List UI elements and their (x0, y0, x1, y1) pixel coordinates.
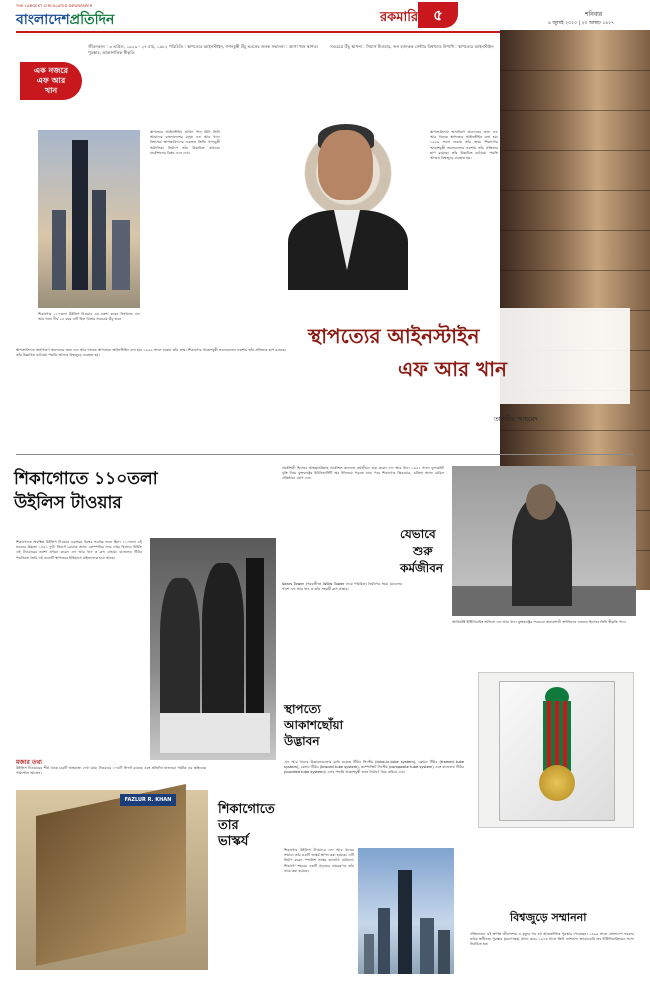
office-caption: আর্কিটেক্ট ইঞ্জিনিয়ারিং অফিসে এফ আর খান। যুক্তরাষ্ট্রের সবচেয়ে প্রভাবশালী স্থপতিদের একজন হিসেবে তিনি স্বীকৃতি পান। (452, 620, 626, 624)
article-body-right: স্থাপত্যবিদ্যায় অসাধারণ অবদানের জন্য এফ আর খানকে স্থাপত্যের আইনস্টাইন বলা হয়। ১৯২৯ সালে ঢাকায় তাঁর জন্ম। শিকাগোর আকাশচুম্বী ভবনগুলোর নকশায় তাঁর প্রতিভার ছাপ রয়েছে। তাঁর উদ্ভাবিত কাঠামো পদ্ধতি আজও বিশ্বজুড়ে ব্যবহৃত হয়। (430, 130, 498, 161)
willis-heading-1: শিকাগোতে ১১০তলা (14, 469, 158, 489)
glance-text-2: সবচেয়ে উঁচু স্থাপনা : সিয়ার্স টাওয়ার, জন হ্যানকক সেন্টার বিশ্বখ্যাত উপাধি : স্থাপত্যের আইনস্টাইন (330, 44, 494, 49)
skyline-photo (358, 848, 454, 974)
honor-body: প্রতিভাবান এই স্থপতি জীবদ্দশায় ও মৃত্যুর পর বহু আন্তর্জাতিক পুরস্কার পেয়েছেন। ১৯৯৯ সালে বাংলাদেশ সরকার তাঁকে স্বাধীনতা পুরস্কার (মরণোত্তর) প্রদান করে। ১৯৭৩ সালে তিনি ন্যাশনাল অ্যাকাডেমি অব ইঞ্জিনিয়ারিংয়ের সদস্য নির্বাচিত হন। (470, 932, 634, 947)
career-heading-3: কর্মজীবন (400, 561, 444, 575)
page-number: ৫ (418, 2, 458, 28)
sky-heading-2: আকাশছোঁয়া (284, 718, 344, 732)
facts-title: মজার তথ্য (16, 759, 42, 766)
section-title: রকমারি (380, 10, 419, 25)
brand-name-part-1: বাংলাদেশ (16, 12, 70, 28)
career-body: প্রকৌশলী হিসেবে আহছানউল্লাহ প্রকৌশল কলেজে কর্মজীবন শুরু করেন এফ আর খান। ১৯৫২ সালে ফুলব্রাইট বৃত্তি নিয়ে যুক্তরাষ্ট্রের ইউনিভার্সিটি অব ইলিনয়ে পড়তে যান। পরে শিকাগোর স্কিডমোর, ওয়িংস অ্যান্ড মেরিল প্রতিষ্ঠানে যোগ দেন। (282, 466, 444, 481)
office-photo (452, 466, 636, 616)
willis-tower-photo (38, 130, 140, 308)
model-caption: Sears Tower (পরবর্তীতে Willis Tower নামে পরিচিত) নির্মাণের সময় মডেলের পাশে এফ আর খান ও তাঁর সহকর্মী ব্রুস গ্রাহাম। (282, 582, 402, 592)
glance-label-2: এফ আর (36, 76, 66, 85)
day-name: শনিবার (585, 11, 603, 18)
brand-tagline: THE LARGEST CIRCULATED NEWSPAPER (16, 4, 93, 8)
sky-body: এফ আর খানের উদ্ভাবনগুলোর মধ্যে রয়েছে টিউব সিস্টেম (tube-in-tube system), ফ্রেমড টিউব (framed tube system), ব্রেসড টিউব (braced tube system), কম্পোজিট সিস্টেম (composite tube system) এবং বান্ডেলড টিউব (bundled tube system)। এসব পদ্ধতি আকাশচুম্বী ভবন নির্মাণে খরচ কমিয়ে দেয়। (284, 760, 464, 775)
glance-label-3: খান (44, 86, 58, 95)
photo-caption: শিকাগোর ১১০তলা উইলিস টাওয়ার এর নকশা করেন বিশ্বখ্যাত এফ আর খান। দীর্ঘ ২৫ বছর এটি ছিল বিশ্বের সবচেয়ে উঁচু ভবন (38, 312, 140, 322)
article-lead: স্থাপত্যবিদ্যায় অসাধারণ অবদানের জন্য এফ আর খানকে স্থাপত্যের আইনস্টাইন বলা হয়। ১৯২৯ সালে ঢাকায় তাঁর জন্ম। শিকাগোর আকাশচুম্বী ভবনগুলোর নকশায় তাঁর প্রতিভার ছাপ রয়েছে। তাঁর উদ্ভাবিত কাঠামো পদ্ধতি আজও বিশ্বজুড়ে ব্যবহৃত হয়। (16, 348, 286, 358)
sky-heading-1: স্থাপত্যে (284, 702, 321, 716)
medal-photo (478, 672, 634, 828)
career-heading-1: যেভাবে (400, 527, 436, 541)
at-a-glance-badge (20, 62, 82, 100)
willis-body: শিকাগোতে অবস্থিত উইলিস টাওয়ার একসময় বিশ্বের সর্বোচ্চ ভবন ছিল। ১১০তলা এই ভবনের উচ্চতা ১৪৫১ ফুট। সিয়ার্স রোবাক অ্যান্ড কোম্পানির সদর দপ্তর হিসেবে নির্মিত এই টাওয়ারের নকশা প্রণয়ন করেন এফ আর খান ও ব্রুস গ্রাহাম। বান্ডেলড টিউব পদ্ধতিতে তৈরি এই ভবনটি স্থাপত্যের ইতিহাসে মাইলফলক হয়ে আছে। (16, 540, 142, 560)
brand-name-part-2: প্রতিদিন (69, 12, 115, 28)
date-line: ৪ জুলাই ২০২০ | ২০ আষাঢ় ১৪২৭ (548, 21, 615, 26)
masthead (16, 4, 186, 30)
article-title-line-1: স্থাপত্যের আইনস্টাইন (308, 324, 480, 348)
article-title-line-2: এফ আর খান (398, 357, 507, 381)
model-photo (150, 538, 276, 760)
sculpture-photo (16, 790, 208, 970)
willis-heading-2: উইলিস টাওয়ার (14, 493, 122, 513)
fr-khan-portrait (268, 110, 428, 290)
chicago-heading-1: শিকাগোতে (218, 802, 275, 817)
chicago-heading-3: ভাস্কর্য (218, 834, 249, 849)
byline: তানভীর আহমেদ (494, 415, 538, 423)
street-sign: FAZLUR R. KHAN (120, 794, 176, 806)
section-divider (16, 454, 634, 455)
glance-text-1: জীবনকাল : ৩ এপ্রিল, ১৯২৯ - ২৭ মার্চ, ১৯৮২ পরিচিতি : স্থাপত্যের আইনস্টাইন, গগনচুম্বী উঁচু ভবনের জনক সম্মাননা : আগা খান স্থাপত্য পুরস্কার, আন্তর্জাতিক স্বীকৃতি (88, 44, 318, 55)
glance-label-1: এক নজরে (33, 66, 68, 75)
chicago-heading-2: তার (218, 818, 239, 833)
article-intro: স্থাপত্যের আইনস্টাইন আখ্যা পান যিনি তিনি আমাদের বাংলাদেশের মানুষ এফ আর খান। বিশ্বসেরা স্থাপত্যবিদদের একজন তিনি। গগনচুম্বী অট্টালিকা নির্মাণে তাঁর উদ্ভাবিত কাঠামো প্রকৌশলের বিপ্লব এনে দেয়। (150, 130, 220, 155)
chicago-body: শিকাগোর উইলিস টাওয়ারে এফ আর খানের সম্মানে তাঁর একটি ভাস্কর্য স্থাপন করা হয়েছে। এটি নির্মাণ করেন স্প্যানিশ ভাস্কর কার্লোস মেরিনো। শিকাগো শহরের একটি সড়কের নামকরণও তাঁর নামে করা হয়েছে। (284, 848, 354, 873)
sky-heading-3: উদ্ভাবন (284, 734, 320, 748)
brand-logo (16, 8, 186, 32)
honor-heading: বিশ্বজুড়ে সম্মাননা (510, 911, 587, 924)
career-heading-2: শুরু (413, 544, 433, 558)
facts-body: উইলিস টাওয়ারের শীর্ষ থেকে চারটি অঙ্গরাজ্য দেখা যায়। টাওয়ারে ১০৪টি লিফট রয়েছে এবং প্রতিদিন হাজারো পর্যটক এর স্কাইডেক পরিদর্শনে আসেন। (16, 766, 206, 776)
